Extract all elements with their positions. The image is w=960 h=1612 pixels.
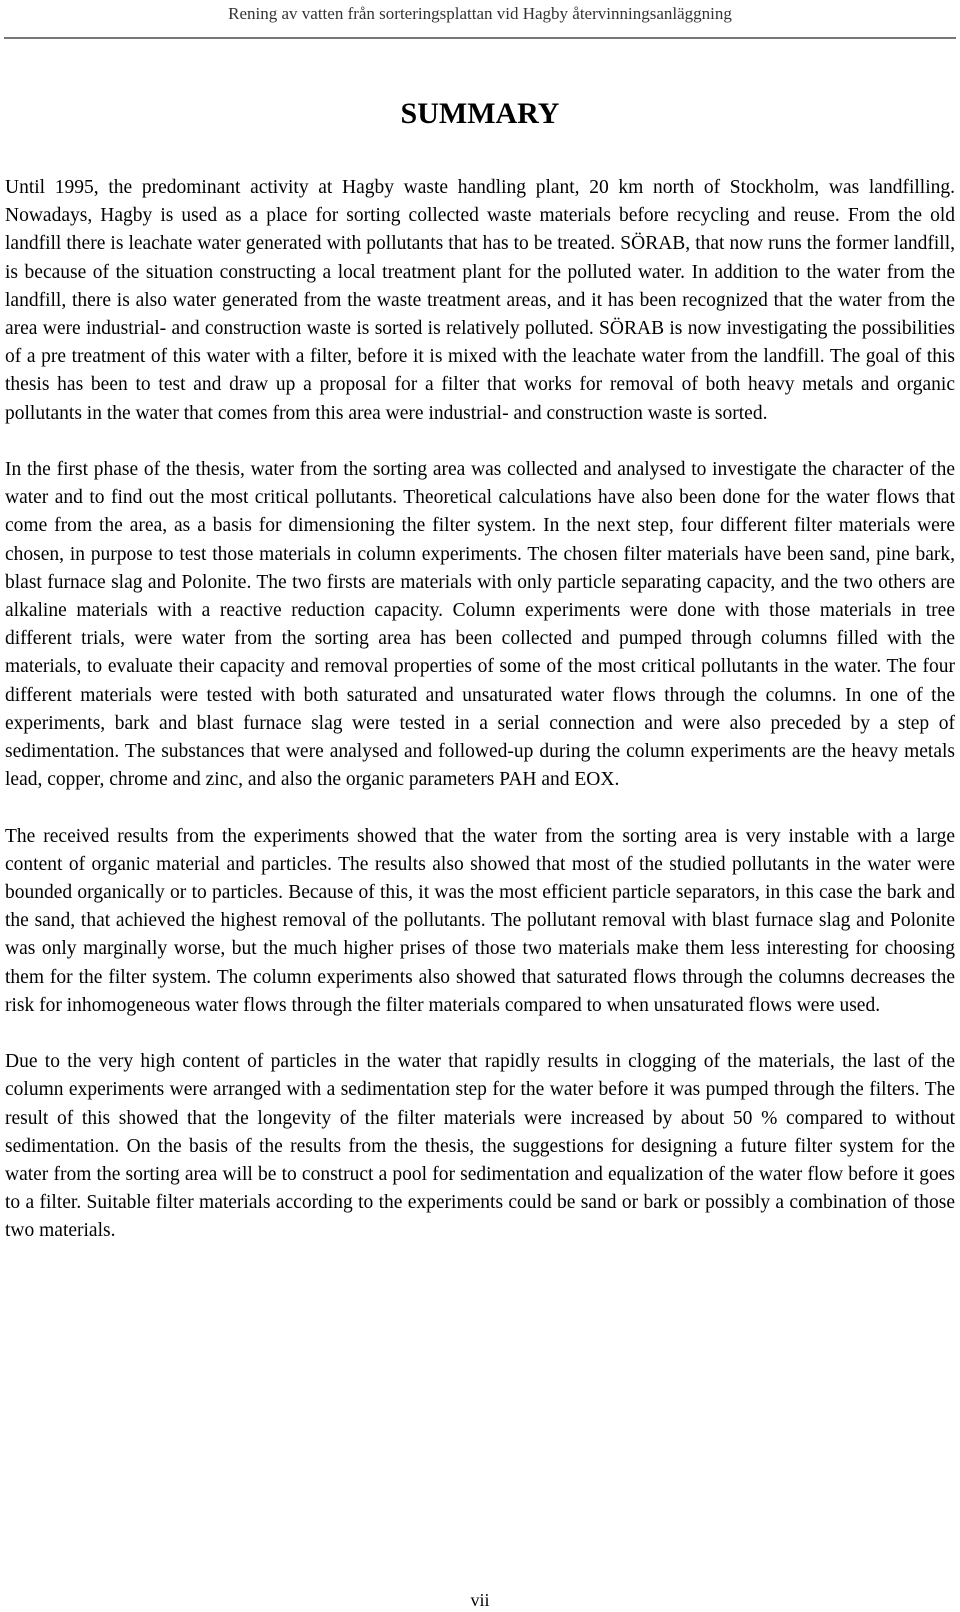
header-divider xyxy=(4,37,956,39)
running-header: Rening av vatten från sorteringsplattan vid Hagby återvinningsanläggning xyxy=(228,4,732,23)
paragraph-2: In the first phase of the thesis, water from the sorting area was collected and analysed to investigate the character of the water and to find out the most critical pollutants. Theoretical calculations have also been done for the water flows that come from the area, as a basis for dimensioning the filter system. In the next step, four different filter materials were chosen, in purpose to test those materials in column experiments. The chosen filter materials have been sand, pine bark, blast furnace slag and Polonite. The two firsts are materials with only particle separating capacity, and the two others are alkaline materials with a reactive reduction capacity. Column experiments were done with those materials in tree different trials, were water from the sorting area has been collected and pumped through columns filled with the materials, to evaluate their capacity and removal properties of some of the most critical pollutants in the water. The four different materials were tested with both saturated and unsaturated water flows through the columns. In one of the experiments, bark and blast furnace slag were tested in a serial connection and were also preceded by a step of sedimentation. The substances that were analysed and followed-up during the column experiments are the heavy metals lead, copper, chrome and zinc, and also the organic parameters PAH and EOX. xyxy=(5,459,955,791)
page-number: vii xyxy=(470,1590,490,1610)
page-title: SUMMARY xyxy=(400,97,560,130)
paragraph-4: Due to the very high content of particles in the water that rapidly results in clogging of the materials, the last of the column experiments were arranged with a sedimentation step for the water before it was pumped through the filters. The result of this showed that the longevity of the filter materials were increased by about 50 % compared to without sedimentation. On the basis of the results from the thesis, the suggestions for designing a future filter system for the water from the sorting area will be to construct a pool for sedimentation and equalization of the water flow before it goes to a filter. Suitable filter materials according to the experiments could be sand or bark or possibly a combination of those two materials. xyxy=(5,1051,955,1242)
paragraph-3: The received results from the experiments showed that the water from the sorting area is very instable with a large content of organic material and particles. The results also showed that most of the studied pollutants in the water were bounded organically or to particles. Because of this, it was the most efficient particle separators, in this case the bark and the sand, that achieved the highest removal of the pollutants. The pollutant removal with blast furnace slag and Polonite was only marginally worse, but the much higher prises of those two materials make them less interesting for choosing them for the filter system. The column experiments also showed that saturated flows through the columns decreases the risk for inhomogeneous water flows through the filter materials compared to when unsaturated flows were used. xyxy=(5,825,955,1016)
paragraph-1: Until 1995, the predominant activity at Hagby waste handling plant, 20 km north of Stockholm, was landfilling. Nowadays, Hagby is used as a place for sorting collected waste materials before recycling and reuse. From the old landfill there is leachate water generated with pollutants that has to be treated. SÖRAB, that now runs the former landfill, is because of the situation constructing a local treatment plant for the polluted water. In addition to the water from the landfill, there is also water generated from the waste treatment areas, and it has been recognized that the water from the area were industrial- and construction waste is sorted is relatively polluted. SÖRAB is now investigating the possibilities of a pre treatment of this water with a filter, before it is mixed with the leachate water from the landfill. The goal of this thesis has been to test and draw up a proposal for a filter that works for removal of both heavy metals and organic pollutants in the water that comes from this area were industrial- and construction waste is sorted. xyxy=(5,177,955,424)
summary-body xyxy=(5,174,955,1274)
